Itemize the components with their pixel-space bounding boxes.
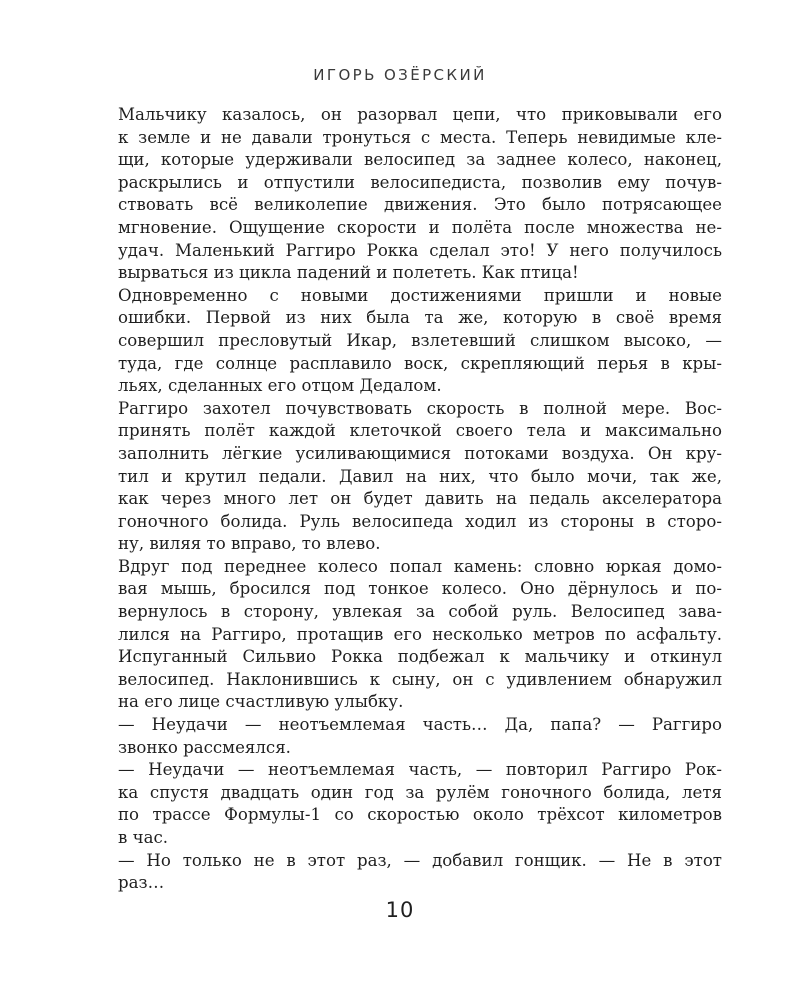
text-line: гоночного болида. Руль велосипеда ходил из стороны в сторо- xyxy=(118,511,722,531)
text-line: — Неудачи — неотъемлемая часть… Да, папа? — Раггиро xyxy=(118,715,722,735)
text-line: удач. Маленький Раггиро Рокка сделал это! У него получилось xyxy=(118,240,722,260)
text-line: как через много лет он будет давить на педаль акселератора xyxy=(118,489,722,509)
text-line: туда, где солнце расплавило воск, скрепляющий перья в кры- xyxy=(118,353,722,373)
text-line: Мальчику казалось, он разорвал цепи, что приковывали его xyxy=(118,105,722,124)
text-line-paragraph-end: вырваться из цикла падений и полететь. Как птица! xyxy=(118,263,579,283)
text-line: вернулось в сторону, увлекая за собой руль. Велосипед зава- xyxy=(118,602,722,622)
text-line: ошибки. Первой из них была та же, которую в своё время xyxy=(118,308,722,328)
page-number: 10 xyxy=(385,898,415,922)
text-line-paragraph-end: ну, виляя то вправо, то влево. xyxy=(118,534,381,554)
text-line: по трассе Формулы-1 со скоростью около трёхсот километров xyxy=(118,805,722,825)
text-line: ка спустя двадцать один год за рулём гоночного болида, летя xyxy=(118,782,722,802)
text-line: заполнить лёгкие усиливающимися потоками воздуха. Он кру- xyxy=(118,443,722,463)
text-line: Вдруг под переднее колесо попал камень: словно юркая домо- xyxy=(118,556,722,576)
text-line: велосипед. Наклонившись к сыну, он с удивлением обнаружил xyxy=(118,669,722,689)
text-line: мгновение. Ощущение скорости и полёта после множества не- xyxy=(118,217,722,237)
text-line: щи, которые удерживали велосипед за заднее колесо, наконец, xyxy=(118,150,722,170)
text-line: лился на Раггиро, протащив его несколько метров по асфальту. xyxy=(118,624,722,644)
text-line: ствовать всё великолепие движения. Это было потрясающее xyxy=(118,195,722,215)
text-line-paragraph-end: звонко рассмеялся. xyxy=(118,737,291,757)
text-line: к земле и не давали тронуться с места. Теперь невидимые кле- xyxy=(118,127,722,147)
text-line: совершил пресловутый Икар, взлетевший слишком высоко, — xyxy=(118,330,722,350)
text-line: раскрылись и отпустили велосипедиста, позволив ему почув- xyxy=(118,172,722,192)
body-text xyxy=(118,104,722,895)
text-line-paragraph-end: льях, сделанных его отцом Дедалом. xyxy=(118,376,442,396)
running-head-author: ИГОРЬ ОЗЁРСКИЙ xyxy=(313,66,487,84)
text-line: принять полёт каждой клеточкой своего тела и максимально xyxy=(118,421,722,441)
text-line-paragraph-end: на его лице счастливую улыбку. xyxy=(118,692,404,712)
text-line: тил и крутил педали. Давил на них, что было мочи, так же, xyxy=(118,466,722,486)
text-line: Испуганный Сильвио Рокка подбежал к мальчику и откинул xyxy=(118,647,722,667)
text-line: — Неудачи — неотъемлемая часть, — повторил Раггиро Рок- xyxy=(118,760,722,780)
text-line: — Но только не в этот раз, — добавил гонщик. — Не в этот xyxy=(118,850,722,870)
text-line-paragraph-end: в час. xyxy=(118,828,169,847)
text-line: вая мышь, бросился под тонкое колесо. Оно дёрнулось и по- xyxy=(118,579,722,599)
text-line: Раггиро захотел почувствовать скорость в полной мере. Вос- xyxy=(118,398,722,418)
text-line: Одновременно с новыми достижениями пришли и новые xyxy=(118,285,722,305)
text-line-paragraph-end: раз… xyxy=(118,873,165,893)
